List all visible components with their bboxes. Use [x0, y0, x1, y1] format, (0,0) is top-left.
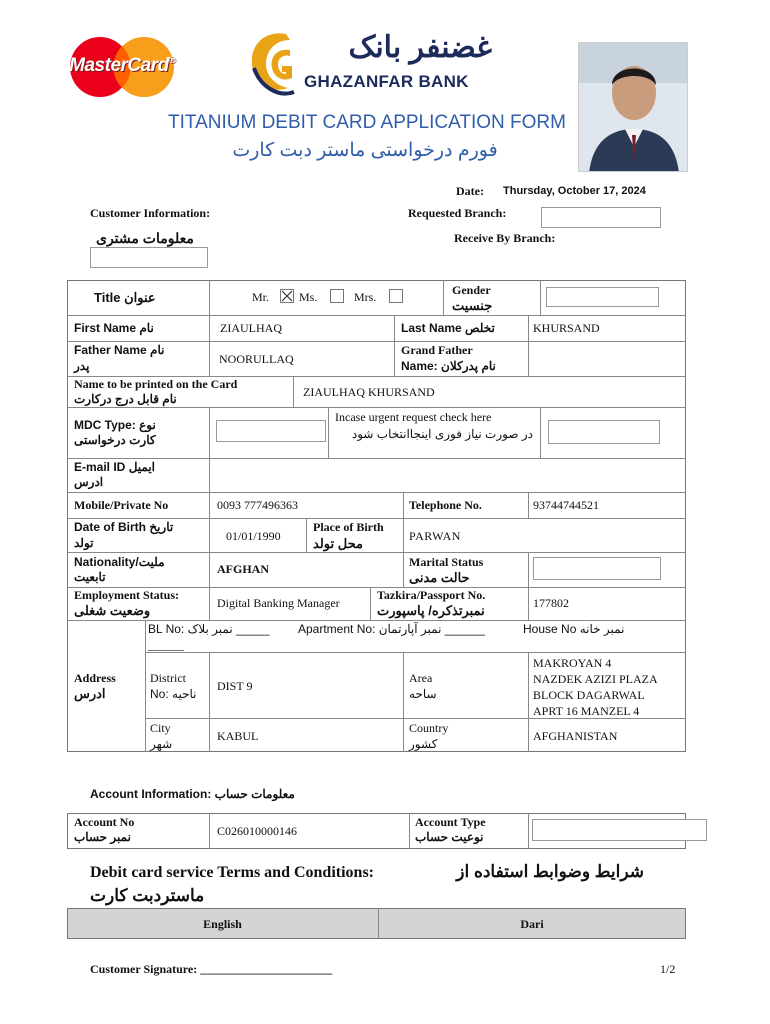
account-no-value[interactable]: C026010000146: [217, 824, 298, 838]
bank-name-english: GHAZANFAR BANK: [304, 72, 469, 91]
customer-info-input[interactable]: [90, 247, 208, 268]
title-label: Title عنوان: [94, 290, 156, 305]
account-info-heading: Account Information: معلومات حساب: [90, 787, 295, 801]
tazkira-dari: نمبرتذکره/ پاسپورت: [377, 603, 485, 618]
form-title: TITANIUM DEBIT CARD APPLICATION FORM: [168, 112, 566, 133]
account-no-label: Account No: [74, 815, 135, 829]
customer-info-label: Customer Information:: [90, 206, 211, 220]
mdc-type-input[interactable]: [216, 420, 326, 442]
pob-dari: محل تولد: [313, 536, 363, 551]
address-label: Address: [74, 671, 116, 685]
terms-column-dari[interactable]: Dari: [520, 917, 544, 931]
pob-label: Place of Birth: [313, 520, 384, 534]
tazkira-label: Tazkira/Passport No.: [377, 588, 486, 602]
mobile-label: Mobile/Private No: [74, 498, 169, 512]
city-dari: شهر: [150, 737, 173, 751]
tazkira-value[interactable]: 177802: [533, 596, 569, 610]
form-title-dari: فورم درخواستی ماستر دبت کارت: [232, 140, 498, 161]
pob-value[interactable]: PARWAN: [409, 529, 461, 543]
nationality-dari: تابعیت: [74, 570, 106, 584]
father-name-value[interactable]: NOORULLAQ: [219, 352, 294, 366]
first-name-value[interactable]: ZIAULHAQ: [220, 321, 282, 335]
email-dari: ادرس: [74, 475, 104, 489]
nationality-value[interactable]: AFGHAN: [217, 562, 269, 576]
area-value-line: BLOCK DAGARWAL: [533, 688, 645, 702]
requested-branch-input[interactable]: [541, 207, 661, 228]
father-name-dari: پدر: [74, 359, 90, 373]
address-dari: ادرس: [74, 686, 106, 701]
card-name-label: Name to be printed on the Card: [74, 377, 238, 391]
mastercard-logo-text: MasterCard: [69, 55, 169, 76]
account-no-dari: نمبر حساب: [74, 830, 131, 844]
marital-input[interactable]: [533, 557, 661, 580]
bl-no-underline: ______: [148, 638, 184, 652]
first-name-label: First Name نام: [74, 321, 154, 335]
terms-heading: Debit card service Terms and Conditions:: [90, 864, 374, 881]
country-label: Country: [409, 721, 449, 735]
customer-signature[interactable]: Customer Signature: ______________________: [90, 962, 333, 976]
bank-name-dari: غضنفر بانک: [348, 31, 492, 64]
urgent-label: Incase urgent request check here: [335, 410, 492, 424]
mobile-value[interactable]: 0093 777496363: [217, 498, 298, 512]
grandfather-label: Grand Father: [401, 343, 473, 357]
dob-label: Date of Birth تاریخ: [74, 520, 174, 534]
customer-info-dari: معلومات مشتری: [96, 230, 194, 246]
marital-label: Marital Status: [409, 555, 484, 569]
area-label: Area: [409, 671, 433, 685]
page-number: 1/2: [660, 962, 676, 976]
district-label: District: [150, 671, 186, 685]
gender-label: Gender: [452, 283, 491, 297]
area-value[interactable]: [533, 655, 658, 719]
district-label-line2: No: ناحیه: [150, 687, 197, 701]
country-dari: کشور: [409, 737, 438, 751]
mrs-label: Mrs.: [354, 290, 377, 304]
receive-branch-label: Receive By Branch:: [454, 231, 556, 245]
account-type-dari: نوعیت حساب: [415, 830, 484, 844]
apartment-no-label: Apartment No: نمبر آپارتمان ______: [298, 622, 485, 636]
district-value[interactable]: DIST 9: [217, 679, 253, 693]
gender-input[interactable]: [546, 287, 659, 307]
mrs-checkbox[interactable]: [389, 289, 403, 303]
ms-checkbox[interactable]: [330, 289, 344, 303]
telephone-label: Telephone No.: [409, 498, 482, 512]
x-mark-icon: [281, 290, 293, 302]
applicant-photo: [578, 42, 688, 172]
employment-label: Employment Status:: [74, 588, 180, 602]
bank-emblem-icon: [246, 28, 298, 100]
ghazanfar-bank-logo: [246, 28, 496, 100]
ms-label: Ms.: [299, 290, 318, 304]
employment-dari: وضعیت شغلی: [74, 603, 151, 618]
terms-heading-dari: شرایط وضوابط استفاده از: [456, 862, 644, 881]
area-dari: ساحه: [409, 687, 437, 701]
employment-value[interactable]: Digital Banking Manager: [217, 596, 340, 610]
house-no-label: House No نمبر خانه: [523, 622, 625, 636]
telephone-value[interactable]: 93744744521: [533, 498, 599, 512]
card-name-dari: نام قابل درج درکارت: [74, 392, 177, 406]
nationality-label: Nationality/ملیت: [74, 555, 165, 569]
bl-no-label: BL No: نمبر بلاک _____: [148, 622, 270, 636]
area-value-line: MAKROYAN 4: [533, 656, 612, 670]
requested-branch-label: Requested Branch:: [408, 206, 507, 220]
dob-value[interactable]: 01/01/1990: [226, 529, 281, 543]
email-value-cell[interactable]: [210, 459, 685, 491]
last-name-value[interactable]: KHURSAND: [533, 321, 600, 335]
area-value-line: APRT 16 MANZEL 4: [533, 704, 640, 718]
account-type-label: Account Type: [415, 815, 486, 829]
gender-dari: جنسیت: [452, 298, 493, 313]
terms-heading-dari-line2: ماستردبت کارت: [90, 886, 205, 905]
mdc-type-label: MDC Type: نوع: [74, 418, 156, 432]
registered-mark: ®: [168, 55, 175, 65]
grandfather-label-line2: Name: نام پدرکلان: [401, 359, 496, 373]
dob-dari: تولد: [74, 536, 94, 550]
mr-label: Mr.: [252, 290, 270, 304]
country-value[interactable]: AFGHANISTAN: [533, 729, 618, 743]
city-label: City: [150, 721, 171, 735]
mdc-type-dari: کارت درخواستی: [74, 433, 156, 447]
card-name-value[interactable]: ZIAULHAQ KHURSAND: [303, 385, 435, 399]
mastercard-logo: [58, 36, 186, 98]
account-type-input[interactable]: [532, 819, 707, 841]
area-value-line: NAZDEK AZIZI PLAZA: [533, 672, 658, 686]
email-label: E-mail ID ایمیل: [74, 460, 156, 474]
terms-column-english[interactable]: English: [203, 917, 242, 931]
city-value[interactable]: KABUL: [217, 729, 259, 743]
date-value: Thursday, October 17, 2024: [503, 185, 646, 197]
father-name-label: Father Name نام: [74, 343, 165, 357]
marital-dari: حالت مدنی: [409, 570, 470, 585]
last-name-label: Last Name تخلص: [401, 321, 495, 335]
date-label: Date:: [456, 184, 484, 198]
urgent-dari: در صورت نیاز فوری اینجاانتخاب شود: [351, 427, 533, 441]
mr-checkbox[interactable]: [280, 289, 294, 303]
urgent-checkbox[interactable]: [548, 420, 660, 444]
